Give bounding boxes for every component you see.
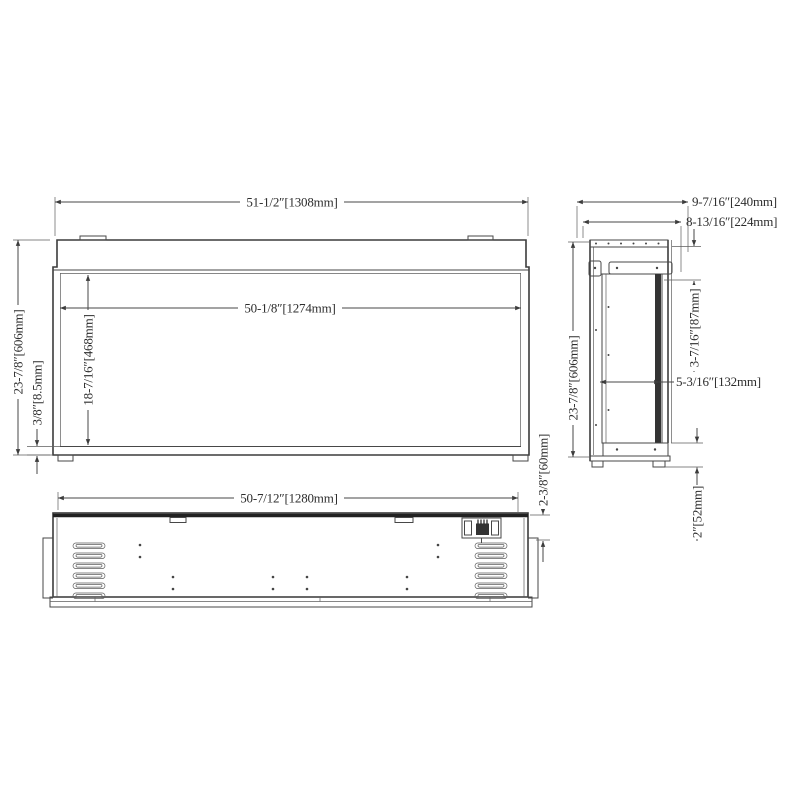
side-inner-panel [602,274,662,443]
back-left-flange [43,538,53,598]
side-top-strip [590,240,668,247]
dim-front-inner-width [60,301,521,316]
front-outline [53,240,529,455]
dim-side-bottom-foot [665,428,705,541]
extension-lines [27,447,60,456]
back-body [53,513,528,597]
side-foot-back [653,461,665,467]
dim-side-outer-height-label: 23-7/8″[606mm] [565,335,581,421]
dim-back-top-offset [530,431,551,562]
dim-front-outer-width [55,195,528,237]
back-inner-edges [57,518,524,597]
extension-lines [665,443,703,467]
side-bottom-plate [590,456,670,461]
side-glass-panel [655,274,661,443]
side-bottom-bracket [603,443,668,456]
side-top-bracket [609,262,672,274]
dim-side-depth-body-label: 8-13/16″[224mm] [686,214,778,229]
dim-front-bottom-gap-label: 3/8″[8.5mm] [29,360,45,426]
dim-side-depth-body [583,214,777,272]
back-view [43,513,538,607]
back-vents-right [475,543,507,599]
side-foot-front [592,461,603,467]
dim-side-glass-depth [600,374,761,389]
dim-front-inner-width-label: 50-1/8″[1274mm] [244,300,336,316]
front-foot-left [58,455,73,461]
dim-back-top-offset-label: 2-3/8″[60mm] [535,433,551,507]
front-foot-right [513,455,528,461]
extension-lines [530,515,550,540]
dim-front-inner-height-label: 18-7/16″[468mm] [80,314,96,406]
dim-back-width [58,491,518,513]
terminal-post-right [492,521,499,535]
front-view [53,236,529,461]
back-screw-holes [139,544,440,591]
dim-front-outer-height-label: 23-7/8″[606mm] [10,309,26,395]
terminal-block [462,518,501,543]
extension-lines [583,226,681,272]
dim-front-outer-width-label: 51-1/2″[1308mm] [246,194,338,210]
front-glass-side-lines [61,273,521,447]
side-view [589,240,672,467]
back-top-clip-right [395,518,413,523]
back-bottom-band [50,597,532,607]
terminal-pins [478,520,487,525]
back-right-flange [528,538,538,598]
dim-side-outer-height [566,242,591,457]
extension-lines [664,247,701,281]
dim-side-depth-top-label: 9-7/16″[240mm] [692,194,777,209]
dim-side-top-inset-label: 3-7/16″[87mm] [686,288,702,368]
dim-side-bottom-foot-label: 2″[52mm] [689,485,705,539]
terminal-post-left [465,521,472,535]
back-vents-left [73,543,105,599]
dim-back-width-label: 50-7/12″[1280mm] [240,490,338,506]
dim-side-glass-depth-label: 5-3/16″[132mm] [676,374,761,389]
dim-front-bottom-gap [27,357,60,474]
back-top-clip-left [170,518,186,523]
dim-front-inner-height [81,275,96,445]
terminal-connector [476,524,489,536]
dim-side-top-inset [664,229,702,372]
